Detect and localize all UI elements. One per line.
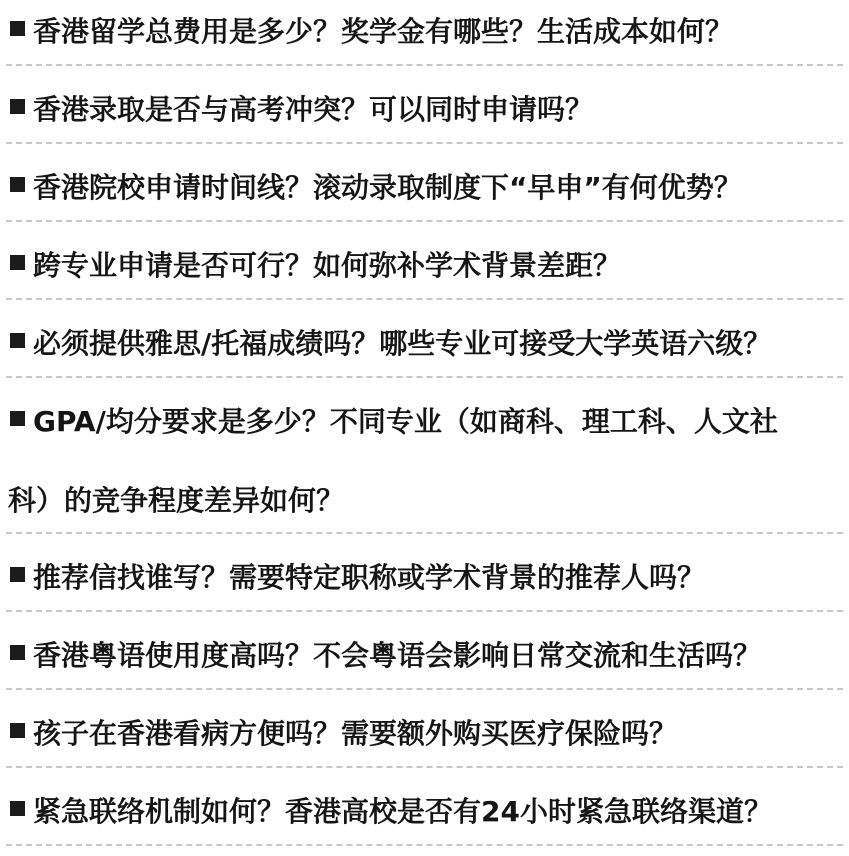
faq-question-7: 推荐信找谁写？需要特定职称或学术背景的推荐人吗？ bbox=[33, 561, 706, 594]
faq-question-10: 紧急联络机制如何？香港高校是否有24小时紧急联络渠道？ bbox=[33, 795, 772, 828]
faq-question-5: 必须提供雅思/托福成绩吗？哪些专业可接受大学英语六级？ bbox=[33, 327, 772, 360]
divider bbox=[6, 298, 843, 300]
divider bbox=[6, 844, 843, 846]
faq-question-6: GPA/均分要求是多少？不同专业（如商科、理工科、人文社 bbox=[33, 405, 778, 438]
divider bbox=[6, 766, 843, 768]
faq-question-1: 香港留学总费用是多少？奖学金有哪些？生活成本如何？ bbox=[33, 15, 734, 48]
faq-question-2: 香港录取是否与高考冲突？可以同时申请吗？ bbox=[33, 93, 594, 126]
faq-item-text bbox=[10, 558, 705, 598]
faq-question-4: 跨专业申请是否可行？如何弥补学术背景差距？ bbox=[33, 249, 622, 282]
faq-question-8: 香港粤语使用度高吗？不会粤语会影响日常交流和生活吗？ bbox=[33, 639, 762, 672]
square-bullet-icon bbox=[10, 21, 25, 36]
divider bbox=[6, 688, 843, 690]
faq-item-text bbox=[10, 90, 593, 130]
faq-item-text bbox=[10, 714, 677, 754]
faq-item-text bbox=[10, 12, 733, 52]
square-bullet-icon bbox=[10, 645, 25, 660]
faq-item-text bbox=[10, 792, 772, 832]
square-bullet-icon bbox=[10, 255, 25, 270]
faq-item-text bbox=[10, 324, 771, 364]
square-bullet-icon bbox=[10, 99, 25, 114]
square-bullet-icon bbox=[10, 801, 25, 816]
faq-item-5 bbox=[0, 312, 849, 376]
divider bbox=[6, 64, 843, 66]
faq-item-6 bbox=[0, 390, 849, 532]
divider bbox=[6, 376, 843, 378]
square-bullet-icon bbox=[10, 177, 25, 192]
square-bullet-icon bbox=[10, 411, 25, 426]
faq-item-8 bbox=[0, 624, 849, 688]
faq-question-3: 香港院校申请时间线？滚动录取制度下“早申”有何优势？ bbox=[33, 171, 742, 204]
faq-item-2 bbox=[0, 78, 849, 142]
square-bullet-icon bbox=[10, 333, 25, 348]
faq-item-4 bbox=[0, 234, 849, 298]
divider bbox=[6, 610, 843, 612]
faq-item-7 bbox=[0, 546, 849, 610]
faq-item-10 bbox=[0, 780, 849, 844]
divider bbox=[6, 220, 843, 222]
faq-item-3 bbox=[0, 156, 849, 220]
faq-item-9 bbox=[0, 702, 849, 766]
faq-item-text bbox=[10, 636, 761, 676]
faq-question-9: 孩子在香港看病方便吗？需要额外购买医疗保险吗？ bbox=[33, 717, 678, 750]
faq-item-text bbox=[10, 168, 742, 208]
divider bbox=[6, 142, 843, 144]
faq-question-6-continuation: 科）的竞争程度差异如何？ bbox=[8, 484, 345, 517]
square-bullet-icon bbox=[10, 567, 25, 582]
faq-item-text bbox=[10, 402, 778, 442]
faq-item-1 bbox=[0, 0, 849, 64]
square-bullet-icon bbox=[10, 723, 25, 738]
faq-item-text bbox=[10, 246, 621, 286]
divider bbox=[6, 532, 843, 534]
